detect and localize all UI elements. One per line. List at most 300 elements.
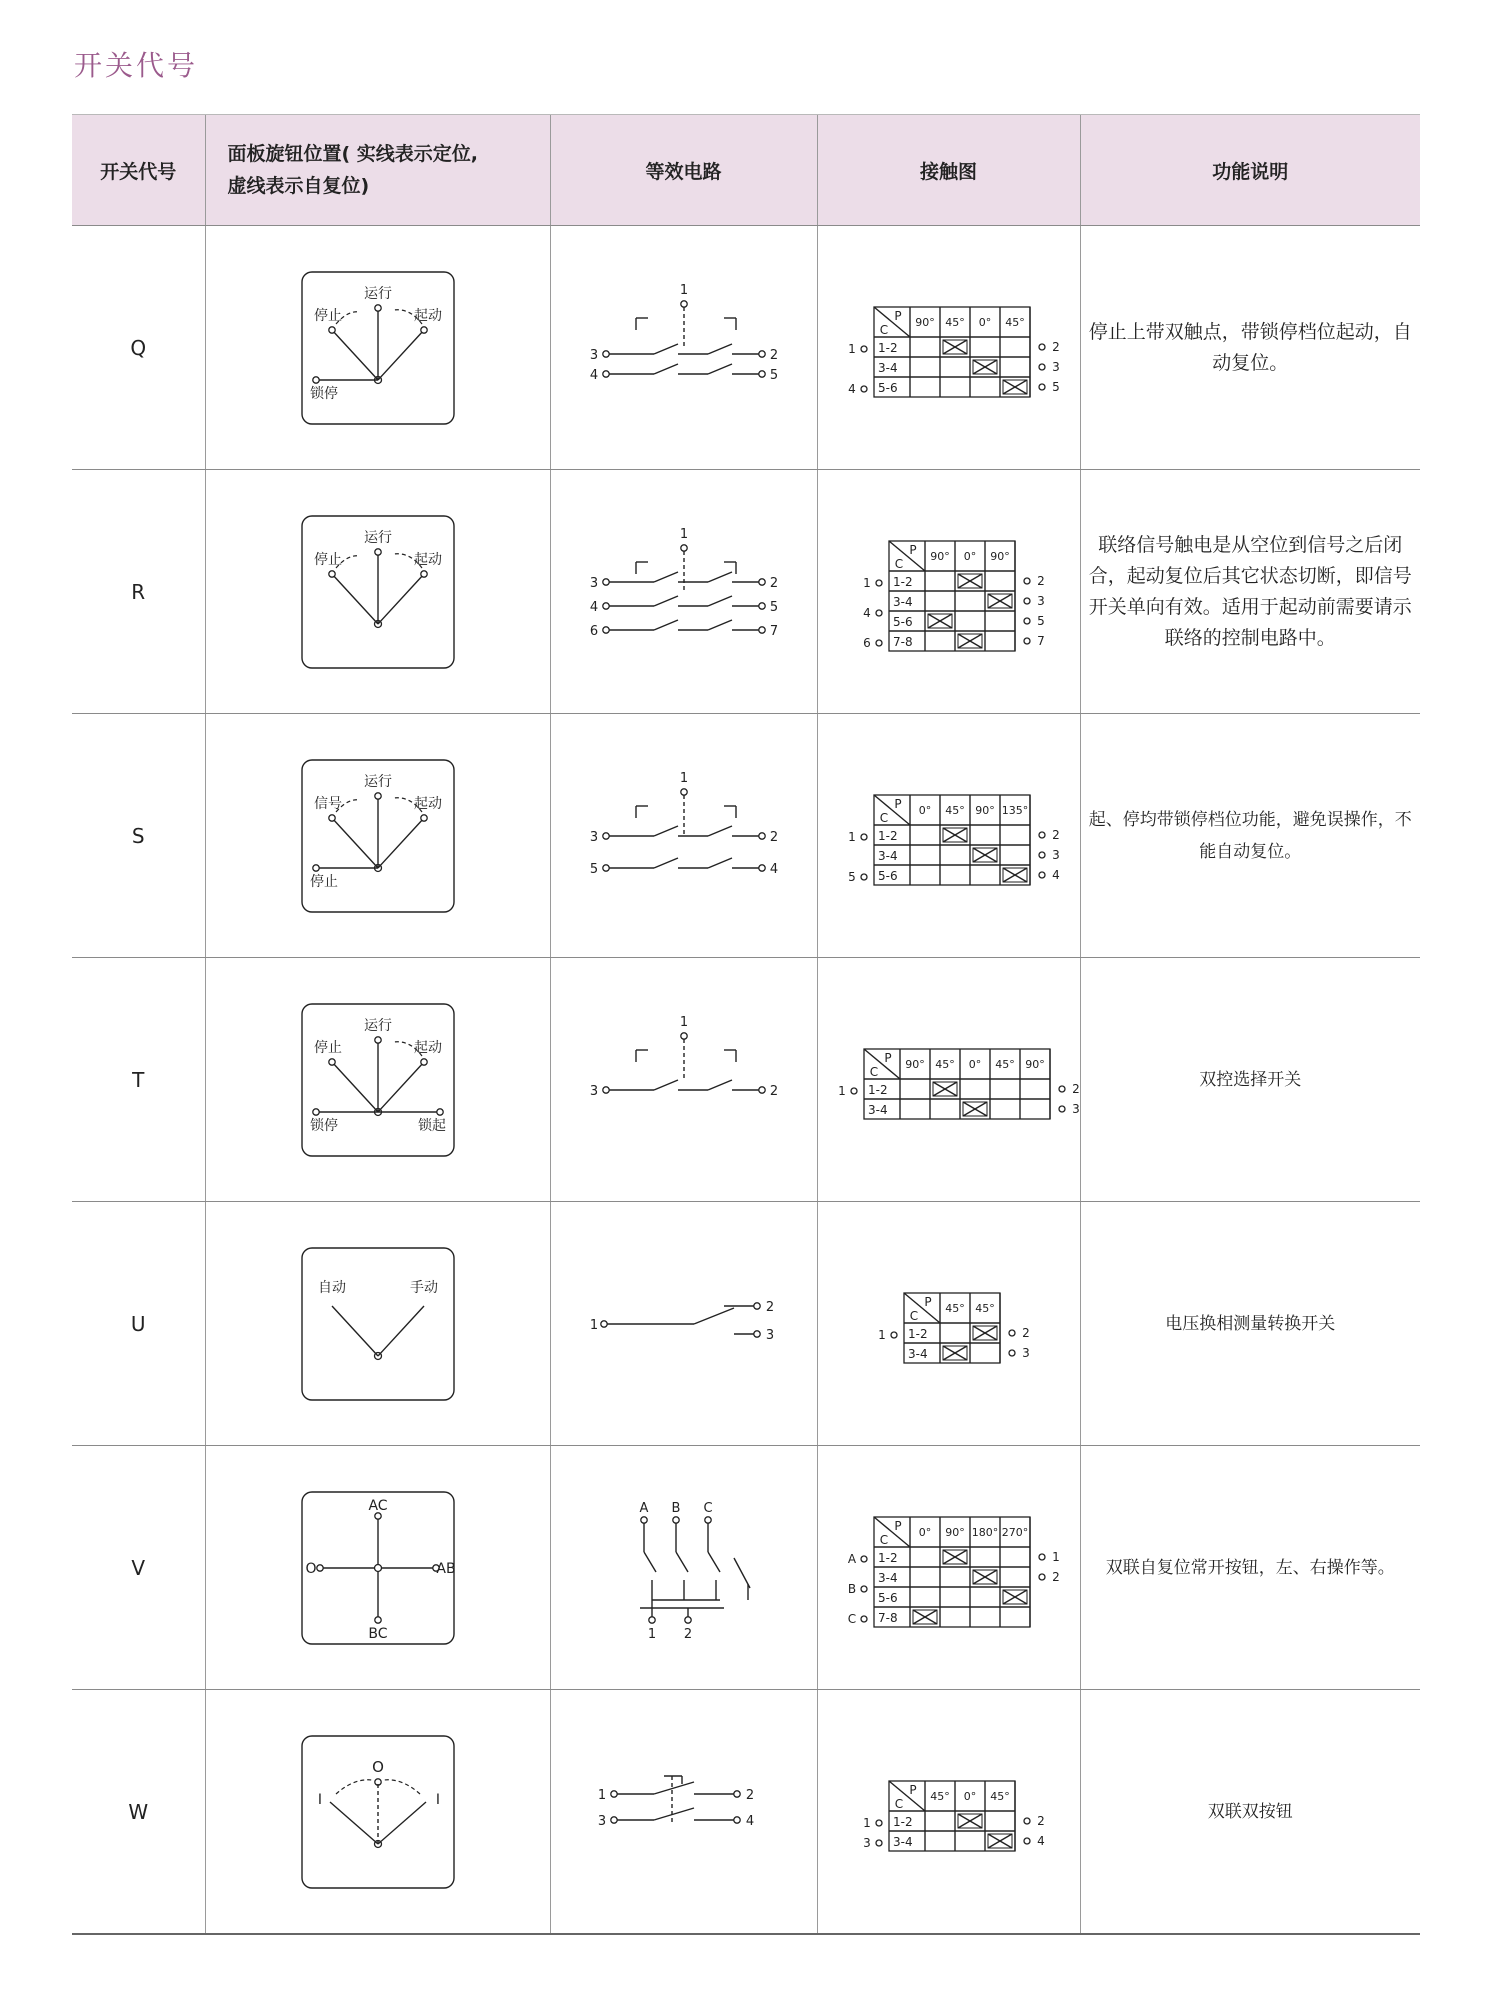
label: 1 [589,1317,598,1333]
switch-blade [654,1808,694,1820]
terminal [876,610,882,616]
angle-label: 90° [914,315,935,329]
contact-row-label: 7-8 [892,634,913,649]
knob-position-point [328,1058,334,1064]
knob-position-point [374,792,380,798]
terminal-label: 3 [1051,359,1060,374]
switch-code-cell: U [72,1202,205,1446]
header-panel-line: 虚线表示自复位) [227,175,370,197]
terminal [1039,1574,1045,1580]
terminal [758,602,764,608]
angle-label: 45° [1004,315,1025,329]
knob-center [374,1564,381,1571]
terminal [680,788,686,794]
panel-position-cell [205,1446,550,1690]
header-contact-diagram: 接触图 [817,115,1080,226]
terminal-label: 4 [862,605,871,620]
angle-label: 0° [968,1057,981,1071]
equivalent-circuit-cell [550,470,817,714]
function-description-cell: 起、停均带锁停档位功能，避免误操作，不能自动复位。 [1080,714,1420,958]
label: 7 [769,623,778,639]
panel-position-cell [205,1690,550,1935]
corner-label-p: P [908,1782,917,1797]
label: 3 [597,1813,606,1829]
table-row [72,1446,1420,1690]
terminal [610,1790,616,1796]
angle-label: 45° [944,1301,965,1315]
panel-position-cell [205,226,550,470]
terminal [602,370,608,376]
knob-label: 锁停 [309,1117,338,1134]
terminal [602,578,608,584]
contact-row-label: 1-2 [867,1082,888,1097]
equivalent-circuit-diagram [584,268,784,428]
angle-label: 90° [944,1525,965,1539]
terminal [758,864,764,870]
switch-code-table [72,114,1420,1935]
label: 3 [589,575,598,591]
angle-label: 0° [963,549,976,563]
knob-position-point [420,814,426,820]
switch-blade [654,1782,694,1794]
terminal [680,1032,686,1038]
knob-label: AB [435,1560,456,1577]
terminal [1024,1838,1030,1844]
label: 4 [745,1813,754,1829]
angle-label: 0° [978,315,991,329]
angle-label: 90° [989,549,1010,563]
table-row [72,714,1420,958]
terminal-label: 3 [1051,847,1060,862]
knob-label: 起动 [413,307,442,324]
switch-blade [644,1552,656,1572]
equivalent-circuit-cell [550,1690,817,1935]
contact-row-label: 1-2 [892,574,913,589]
contact-row-label: 3-4 [892,594,913,609]
knob-position-point [312,864,318,870]
terminal [1024,618,1030,624]
equivalent-circuit-cell [550,1202,817,1446]
switch-code-cell: W [72,1690,205,1935]
switch-code-cell: S [72,714,205,958]
contact-row-label: 5-6 [877,868,898,883]
terminal [753,1302,759,1308]
label: 2 [769,829,778,845]
terminal [1024,638,1030,644]
angle-label: 270° [1001,1525,1028,1539]
terminal [1009,1330,1015,1336]
function-description-cell: 双联自复位常开按钮，左、右操作等。 [1080,1446,1420,1690]
terminal [861,1586,867,1592]
header-panel-line: 面板旋钮位置( 实线表示定位, [227,143,479,165]
angle-label: 90° [929,549,950,563]
terminal-label: 5 [847,869,856,884]
contact-row-label: 1-2 [907,1326,928,1341]
knob-label: 停止 [313,551,342,568]
terminal [758,832,764,838]
equivalent-circuit-cell [550,958,817,1202]
label: 5 [769,367,778,383]
terminal [876,1840,882,1846]
switch-blade [654,1080,678,1090]
label: 3 [589,347,598,363]
knob-label: 停止 [309,873,338,890]
switch-blade [694,1308,734,1324]
terminal-label: 1 [847,341,856,356]
terminal [1039,1554,1045,1560]
terminal-label: B [847,1581,856,1596]
corner-label-c: C [879,1532,888,1547]
label: A [639,1500,648,1516]
terminal-label: 3 [862,1835,871,1850]
contact-diagram-cell [817,1446,1080,1690]
terminal [602,832,608,838]
switch-blade [654,596,678,606]
terminal [753,1330,759,1336]
label: 2 [745,1787,754,1803]
contact-diagram-cell [817,470,1080,714]
contact-row-label: 1-2 [877,340,898,355]
terminal [704,1516,710,1522]
switch-code-cell: Q [72,226,205,470]
terminal [758,370,764,376]
terminal [680,300,686,306]
label: 4 [589,367,598,383]
switch-blade [676,1552,688,1572]
contact-diagram [828,287,1070,409]
angle-label: 45° [989,1789,1010,1803]
panel-frame [302,1248,454,1400]
contact-row-label: 5-6 [877,380,898,395]
corner-label-p: P [923,1294,932,1309]
label: 3 [589,829,598,845]
angle-label: 45° [994,1057,1015,1071]
label: 5 [769,599,778,615]
terminal-label: 3 [1036,593,1045,608]
contact-row-label: 5-6 [892,614,913,629]
terminal [672,1516,678,1522]
contact-diagram-cell [817,226,1080,470]
knob-label: BC [367,1625,388,1642]
label: 4 [769,861,778,877]
contact-row-label: 3-4 [867,1102,888,1117]
table-row [72,1202,1420,1446]
terminal-label: 1 [862,575,871,590]
terminal [861,1556,867,1562]
terminal [600,1320,606,1326]
knob-position-point [312,376,318,382]
knob-label: AC [367,1497,388,1514]
table-row [72,470,1420,714]
switch-blade [708,620,732,630]
knob-position-point [374,1616,380,1622]
table-row [72,226,1420,470]
label: 1 [679,770,688,786]
label: 2 [769,347,778,363]
header-panel-position [205,115,550,226]
terminal-label: 1 [837,1083,846,1098]
contact-diagram-cell [817,958,1080,1202]
knob-label: 信号 [313,795,342,812]
terminal [1059,1106,1065,1112]
label: 1 [597,1787,606,1803]
equivalent-circuit-cell [550,226,817,470]
terminal [602,350,608,356]
terminal-label: A [847,1551,856,1566]
switch-blade [708,364,732,374]
switch-blade [708,572,732,582]
label: C [702,1500,713,1516]
angle-label: 45° [974,1301,995,1315]
knob-position-point [374,1036,380,1042]
knob-position-point [328,326,334,332]
switch-blade [708,344,732,354]
contact-row-label: 3-4 [907,1346,928,1361]
terminal-label: 2 [1051,1569,1060,1584]
corner-label-c: C [879,810,888,825]
corner-label-p: P [893,308,902,323]
terminal [1024,598,1030,604]
label: 3 [589,1083,598,1099]
label: 1 [679,526,688,542]
knob-panel-diagram [298,1000,458,1160]
terminal [1024,1818,1030,1824]
switch-code-cell: V [72,1446,205,1690]
terminal-label: 2 [1036,573,1045,588]
terminal-label: 3 [1071,1101,1080,1116]
angle-label: 45° [944,315,965,329]
terminal-label: 2 [1051,827,1060,842]
terminal-label: 1 [1051,1549,1060,1564]
terminal [684,1616,690,1622]
contact-diagram [843,1761,1055,1863]
page-title: 开关代号 [74,49,199,82]
knob-panel-diagram [298,756,458,916]
terminal [1039,852,1045,858]
angle-label: 45° [934,1057,955,1071]
contact-row-label: 1-2 [877,1550,898,1565]
terminal-label: 2 [1071,1081,1080,1096]
terminal [758,1086,764,1092]
function-description-cell: 停止上带双触点，带锁停档位起动，自动复位。 [1080,226,1420,470]
contact-row-label: 1-2 [877,828,898,843]
knob-label: I [435,1791,440,1808]
contact-row-label: 7-8 [877,1610,898,1625]
equivalent-circuit-diagram [584,1732,784,1892]
knob-position-point [328,814,334,820]
header-equivalent-circuit: 等效电路 [550,115,817,226]
terminal [891,1332,897,1338]
knob-label: 运行 [363,529,392,546]
switch-blade [734,1558,750,1588]
switch-blade [654,620,678,630]
knob-position-point [436,1108,442,1114]
terminal [1039,364,1045,370]
terminal [861,1616,867,1622]
terminal [876,1820,882,1826]
switch-code-cell: R [72,470,205,714]
contact-row-label: 3-4 [877,360,898,375]
angle-label: 90° [904,1057,925,1071]
terminal [602,864,608,870]
corner-label-p: P [883,1050,892,1065]
terminal [861,834,867,840]
terminal-label: 1 [847,829,856,844]
terminal [758,578,764,584]
equivalent-circuit-diagram [584,1000,784,1160]
terminal [758,350,764,356]
terminal-label: C [847,1611,856,1626]
terminal [861,386,867,392]
panel-position-cell [205,470,550,714]
terminal [680,544,686,550]
contact-diagram [858,1273,1040,1375]
corner-label-c: C [879,322,888,337]
terminal [640,1516,646,1522]
terminal-label: 3 [1021,1345,1030,1360]
terminal [876,640,882,646]
knob-position-point [316,1564,322,1570]
function-description-cell: 联络信号触电是从空位到信号之后闭合，起动复位后其它状态切断，即信号开关单向有效。适用于起动前需要请示联络的控制电路中。 [1080,470,1420,714]
switch-code-cell: T [72,958,205,1202]
label: 2 [769,1083,778,1099]
switch-blade [654,572,678,582]
knob-panel-diagram [298,1488,458,1648]
terminal [876,580,882,586]
contact-row-label: 5-6 [877,1590,898,1605]
knob-label: 起动 [413,1039,442,1056]
knob-position-point [312,1108,318,1114]
contact-diagram [843,521,1055,663]
label: 1 [679,282,688,298]
terminal [851,1088,857,1094]
corner-label-c: C [894,556,903,571]
knob-label: 锁起 [417,1117,446,1134]
corner-label-p: P [908,542,917,557]
angle-label: 0° [918,803,931,817]
table-header [72,115,1420,226]
corner-label-p: P [893,796,902,811]
contact-row-label: 1-2 [892,1814,913,1829]
table-row [72,1690,1420,1935]
terminal-label: 6 [862,635,871,650]
knob-position-point [420,570,426,576]
label: 1 [679,1014,688,1030]
terminal [602,626,608,632]
terminal-label: 2 [1051,339,1060,354]
knob-position-point [374,304,380,310]
contact-diagram [828,775,1070,897]
label: 6 [589,623,598,639]
knob-label: 运行 [363,1017,392,1034]
terminal-label: 2 [1036,1813,1045,1828]
terminal [861,346,867,352]
switch-blade [708,1552,720,1572]
knob-position-point [420,326,426,332]
contact-row-label: 3-4 [892,1834,913,1849]
function-description-cell: 电压换相测量转换开关 [1080,1202,1420,1446]
function-description-cell: 双联双按钮 [1080,1690,1420,1935]
terminal [1009,1350,1015,1356]
corner-label-c: C [869,1064,878,1079]
terminal-label: 5 [1051,379,1060,394]
terminal [1059,1086,1065,1092]
knob-panel-diagram [298,1732,458,1892]
knob-label: 起动 [413,551,442,568]
knob-label: 停止 [313,1039,342,1056]
angle-label: 90° [974,803,995,817]
label: 4 [589,599,598,615]
knob-label: 停止 [313,307,342,324]
equivalent-circuit-cell [550,714,817,958]
panel-position-cell [205,714,550,958]
terminal [1039,384,1045,390]
terminal-label: 4 [847,381,856,396]
terminal [861,874,867,880]
knob-panel-diagram [298,512,458,672]
label: 2 [769,575,778,591]
angle-label: 0° [963,1789,976,1803]
angle-label: 135° [1001,803,1028,817]
terminal [1039,344,1045,350]
terminal-label: 4 [1036,1833,1045,1848]
knob-label: 起动 [413,795,442,812]
switch-blade [708,858,732,868]
knob-label: I [317,1791,322,1808]
equivalent-circuit-diagram [584,1244,784,1404]
contact-row-label: 3-4 [877,848,898,863]
terminal [1039,832,1045,838]
knob-position-point [420,1058,426,1064]
contact-diagram [818,1029,1090,1131]
equivalent-circuit-diagram [584,1488,784,1648]
terminal-label: 1 [877,1327,886,1342]
equivalent-circuit-diagram [584,512,784,672]
terminal-label: 2 [1021,1325,1030,1340]
terminal [1039,872,1045,878]
angle-label: 0° [918,1525,931,1539]
knob-label: 手动 [409,1279,438,1296]
label: 5 [589,861,598,877]
table-row [72,958,1420,1202]
knob-panel-diagram [298,1244,458,1404]
panel-position-cell [205,958,550,1202]
equivalent-circuit-cell [550,1446,817,1690]
switch-blade [708,826,732,836]
switch-blade [654,826,678,836]
terminal-label: 4 [1051,867,1060,882]
panel-position-cell [205,1202,550,1446]
angle-label: 45° [929,1789,950,1803]
label: B [671,1500,680,1516]
terminal [733,1816,739,1822]
switch-blade [654,344,678,354]
corner-label-c: C [909,1308,918,1323]
angle-label: 90° [1024,1057,1045,1071]
header-function-description: 功能说明 [1080,115,1420,226]
terminal [648,1616,654,1622]
contact-diagram-cell [817,1202,1080,1446]
knob-position-point [374,548,380,554]
contact-diagram [828,1497,1070,1639]
contact-diagram-cell [817,714,1080,958]
knob-label: 锁停 [309,385,338,402]
switch-blade [708,1080,732,1090]
angle-label: 180° [971,1525,998,1539]
terminal-label: 1 [862,1815,871,1830]
switch-blade [708,596,732,606]
knob-panel-diagram [298,268,458,428]
